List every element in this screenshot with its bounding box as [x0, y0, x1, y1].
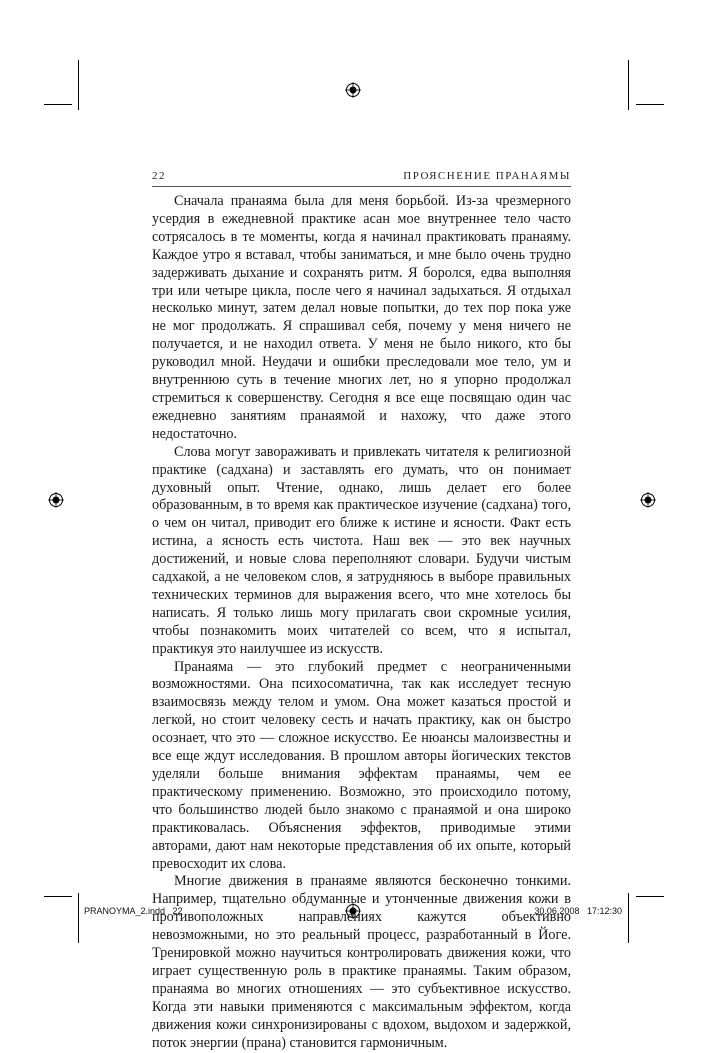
slug-file-info: PRANOYMA_2.indd 22: [84, 906, 183, 916]
paragraph: Сначала пранаяма была для меня борьбой. Из-за чрезмерного усердия в ежедневной практике асан мое внутреннее тело часто сотрясалось в те моменты, когда я начинал практиковать пранаяму. Каждое утро я вставал, чтобы заниматься, и мне было очень трудно задерживать дыхание и сохранять ритм. Я боролся, едва выполняя три или четыре цикла, после чего я начинал задыхаться. Я отдыхал несколько минут, затем делал новые попытки, до тех пор пока уже не мог продолжать. Я спрашивал себя, почему у меня ничего не получается, и не находил ответа. У меня не было никого, кто бы руководил мной. Неудачи и ошибки преследовали мое тело, ум и внутреннюю суть в течение многих лет, но я упорно продолжал стремиться к совершенству. Сегодня я все еще посвящаю один час ежедневно занятиям пранаямой и нахожу, что даже этого недостаточно.: [152, 193, 571, 442]
crop-mark: [628, 893, 629, 943]
crop-mark: [636, 896, 664, 897]
crop-mark: [44, 896, 72, 897]
header-rule: [152, 186, 571, 187]
registration-mark-icon: [640, 492, 656, 508]
running-title: ПРОЯСНЕНИЕ ПРАНАЯМЫ: [403, 170, 571, 182]
crop-mark: [44, 104, 72, 105]
crop-mark: [636, 104, 664, 105]
slug-timestamp: 30.06.2008 17:12:30: [534, 906, 622, 916]
crop-mark: [78, 60, 79, 110]
registration-mark-icon: [48, 492, 64, 508]
running-head: [152, 170, 571, 186]
crop-mark: [78, 893, 79, 943]
paragraph: Слова могут завораживать и привлекать читателя к религиозной практике (садхана) и заставлять его думать, что он понимает духовный опыт. Чтение, однако, лишь делает его более образованным, в то время как практическое изучение (садхана) того, о чем он читал, приводит его ближе к истине и ясности. Факт есть истина, а ясность есть чистота. Наш век — это век научных достижений, и новые слова переполняют словари. Будучи чистым садхакой, а не человеком слов, я затрудняюсь в выборе правильных технических терминов для выражения всего, что мне хотелось бы написать. Я только лишь могу прилагать свои скромные усилия, чтобы познакомить моих читателей со всем, что я испытал, практикуя это наилучшее из искусств.: [152, 443, 571, 657]
page-number: 22: [152, 170, 166, 182]
paragraph: Многие движения в пранаяме являются бесконечно тонкими. Например, тщательно обдуманные и утонченные движения кожи в противоположных направлениях кажутся объективно невозможными, но это реальный процесс, разработанный в Йоге. Тренировкой можно научиться контролировать движения кожи, что играет существенную роль в практике пранаямы. Таким образом, пранаяма во многих отношениях — это субъективное искусство. Когда эти навыки применяются с максимальным эффектом, когда движения кожи синхронизированы с вдохом, выдохом и задержкой, поток энергии (прана) становится гармоничным.: [152, 873, 571, 1051]
paragraph: Пранаяма — это глубокий предмет с неограниченными возможностями. Она психосоматична, так как исследует тесную взаимосвязь между телом и умом. Она может казаться простой и легкой, но стоит человеку сесть и начать практику, как он быстро осознает, что это — сложное искусство. Ее нюансы малоизвестны и все еще ждут исследования. В прошлом авторы йогических текстов уделяли больше внимания эффектам пранаямы, чем ее практическому применению. Возможно, это происходило потому, что большинство людей было знакомо с пранаямой и она широко практиковалась. Объяснения эффектов, приводимые этими авторами, дают нам некоторые представления об их опыте, который превосходит их слова.: [152, 658, 571, 872]
body-text: [152, 193, 571, 1053]
registration-mark-icon: [345, 82, 361, 98]
crop-mark: [628, 60, 629, 110]
